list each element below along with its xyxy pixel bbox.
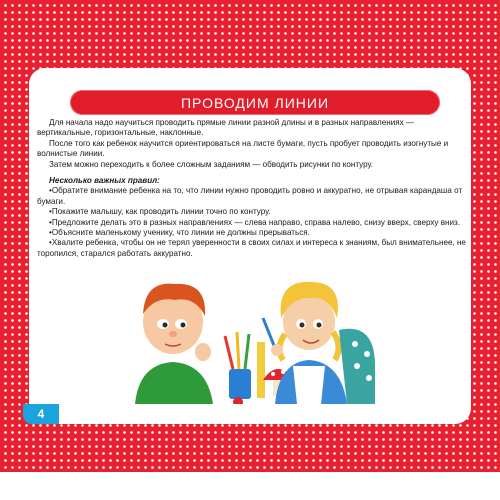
rule-item: • Покажите малышу, как проводить линии точно по контуру.: [37, 207, 469, 217]
title-banner: [70, 90, 440, 115]
rule-item: • Хвалите ребенка, чтобы он не терял уверенности в своих силах и интереса к знаниям, был внимательнее, не торопился, старался работать аккуратно.: [37, 238, 469, 259]
pencil-cup: [225, 332, 265, 399]
rule-item: • Предложите делать это в разных направлениях — слева направо, справа налево, снизу вверх, сверху вниз.: [37, 218, 469, 228]
rule-item: • Объясните маленькому ученику, что линии не должны прерываться.: [37, 228, 469, 238]
intro-paragraph: Затем можно переходить к более сложным заданиям — обводить рисунки по контуру.: [49, 159, 373, 169]
children-drawing-illustration: [125, 274, 375, 404]
page-number-badge: [23, 404, 59, 424]
rules-heading: Несколько важных правил:: [49, 176, 160, 186]
bottom-margin: [0, 472, 500, 500]
intro-paragraph: После того как ребенок научится ориентироваться на листе бумаги, пусть пробует проводить изогнутые и волнистые линии.: [37, 138, 449, 159]
rule-item: • Обратите внимание ребенка на то, что линии нужно проводить ровно и аккуратно, не отрывая карандаша от бумаги.: [37, 186, 469, 207]
page-title: ПРОВОДИМ ЛИНИИ: [180, 94, 330, 111]
boy-figure: [135, 284, 213, 404]
intro-paragraph: Для начала надо научиться проводить прямые линии разной длины и в разных направлениях — вертикальные, горизонтальные, наклонные.: [37, 118, 415, 138]
text-block: [37, 118, 469, 259]
page-number: 4: [37, 407, 45, 421]
